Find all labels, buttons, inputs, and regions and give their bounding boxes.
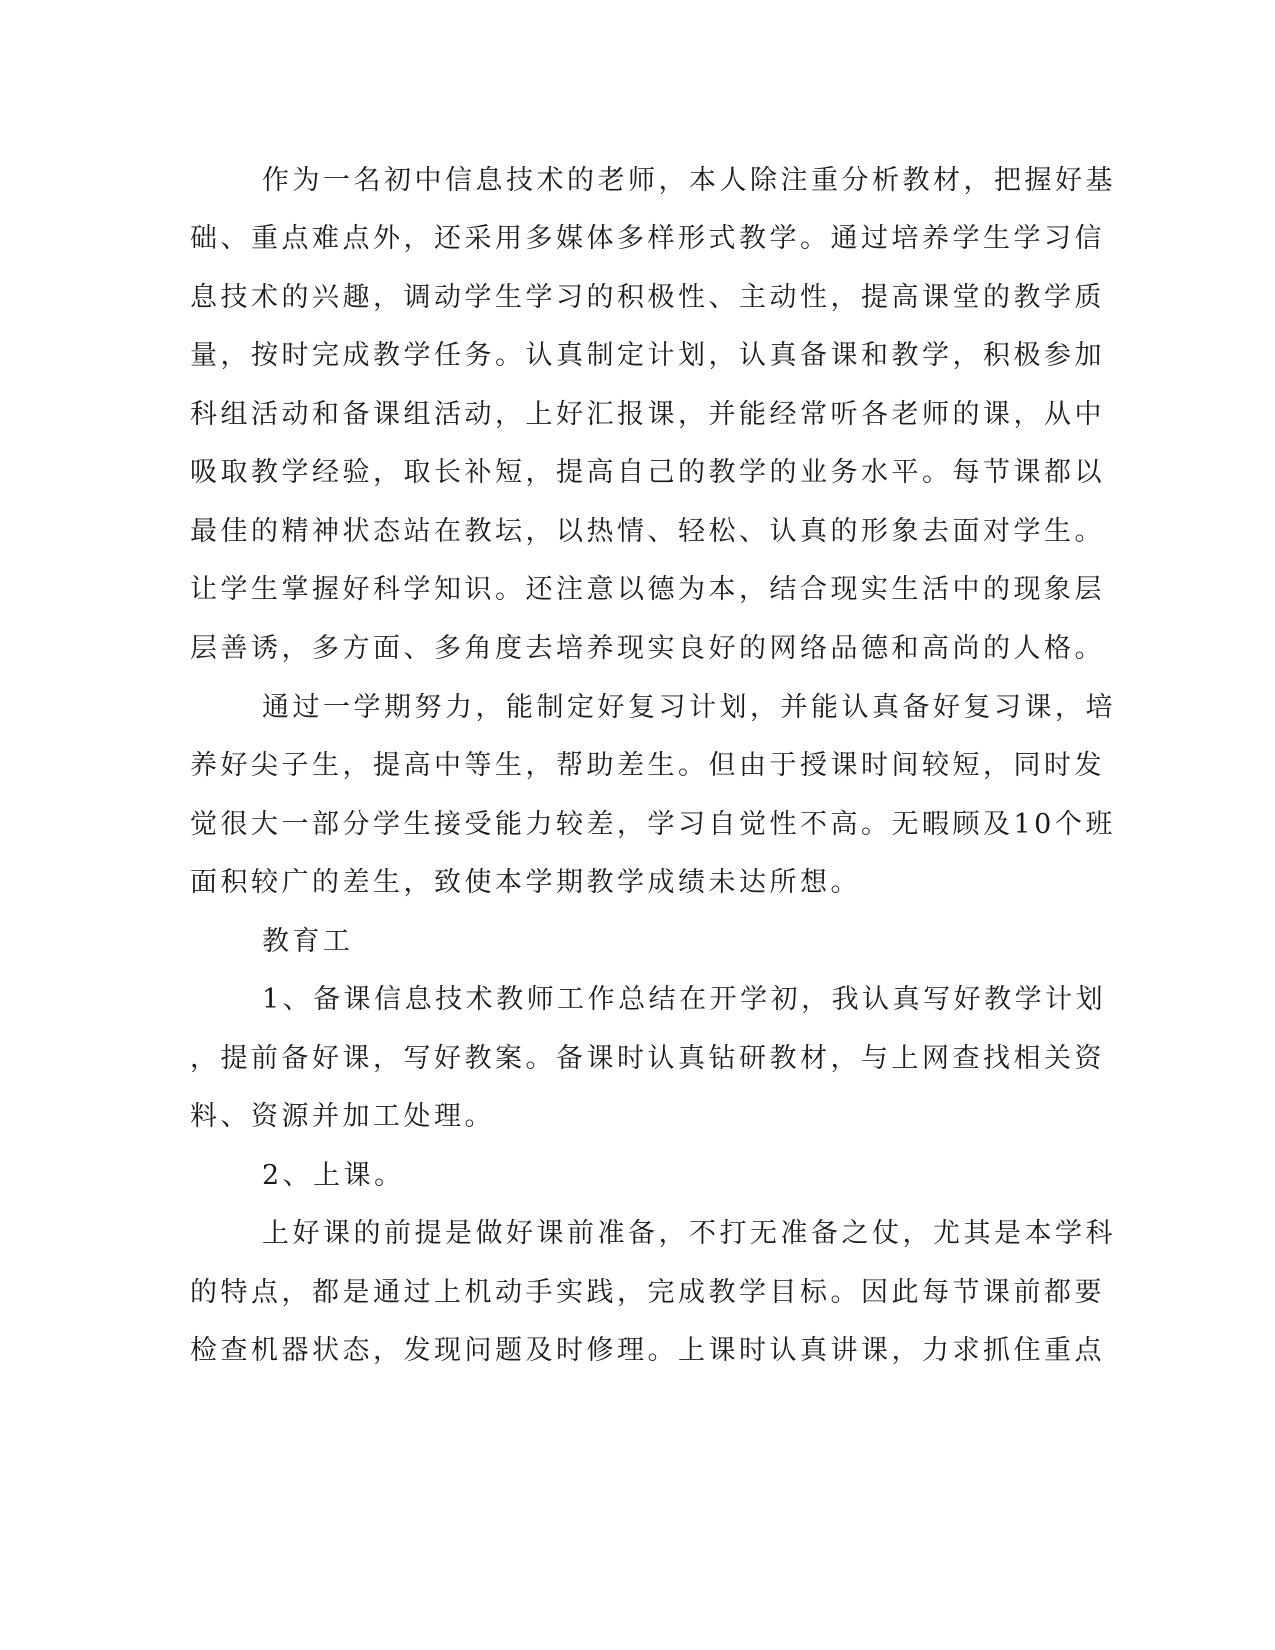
text-line: 2、上课。: [262, 1160, 405, 1191]
section-heading: 教育工: [262, 926, 354, 957]
text-line: 最佳的精神状态站在教坛，以热情、轻松、认真的形象去面对学生。: [190, 516, 1105, 547]
text-line: 通过一学期努力，能制定好复习计划，并能认真备好复习课，培: [262, 692, 1116, 723]
text-line: 料、资源并加工处理。: [190, 1101, 495, 1132]
text-line: 检查机器状态，发现问题及时修理。上课时认真讲课，力求抓住重点: [190, 1335, 1105, 1366]
text-line: 上好课的前提是做好课前准备，不打无准备之仗，尤其是本学科: [262, 1218, 1116, 1249]
text-line: 息技术的兴趣，调动学生学习的积极性、主动性，提高课堂的教学质: [190, 282, 1105, 313]
text-line: 养好尖子生，提高中等生，帮助差生。但由于授课时间较短，同时发: [190, 750, 1105, 781]
text-line: 的特点，都是通过上机动手实践，完成教学目标。因此每节课前都要: [190, 1277, 1105, 1308]
text-line: 吸取教学经验，取长补短，提高自己的教学的业务水平。每节课都以: [190, 457, 1105, 488]
text-line: 觉很大一部分学生接受能力较差，学习自觉性不高。无暇顾及10个班: [190, 809, 1116, 840]
text-line: 面积较广的差生，致使本学期教学成绩未达所想。: [190, 867, 861, 898]
text-line: 量，按时完成教学任务。认真制定计划，认真备课和教学，积极参加: [190, 340, 1105, 371]
text-line: 让学生掌握好科学知识。还注意以德为本，结合现实生活中的现象层: [190, 574, 1105, 605]
text-line: 层善诱，多方面、多角度去培养现实良好的网络品德和高尚的人格。: [190, 633, 1105, 664]
text-line: 础、重点难点外，还采用多媒体多样形式教学。通过培养学生学习信: [190, 223, 1105, 254]
text-line: ，提前备好课，写好教案。备课时认真钻研教材，与上网查找相关资: [190, 1043, 1105, 1074]
text-line: 科组活动和备课组活动，上好汇报课，并能经常听各老师的课，从中: [190, 399, 1105, 430]
text-line: 1、备课信息技术教师工作总结在开学初，我认真写好教学计划: [262, 984, 1107, 1015]
text-line: 作为一名初中信息技术的老师，本人除注重分析教材，把握好基: [262, 165, 1116, 196]
